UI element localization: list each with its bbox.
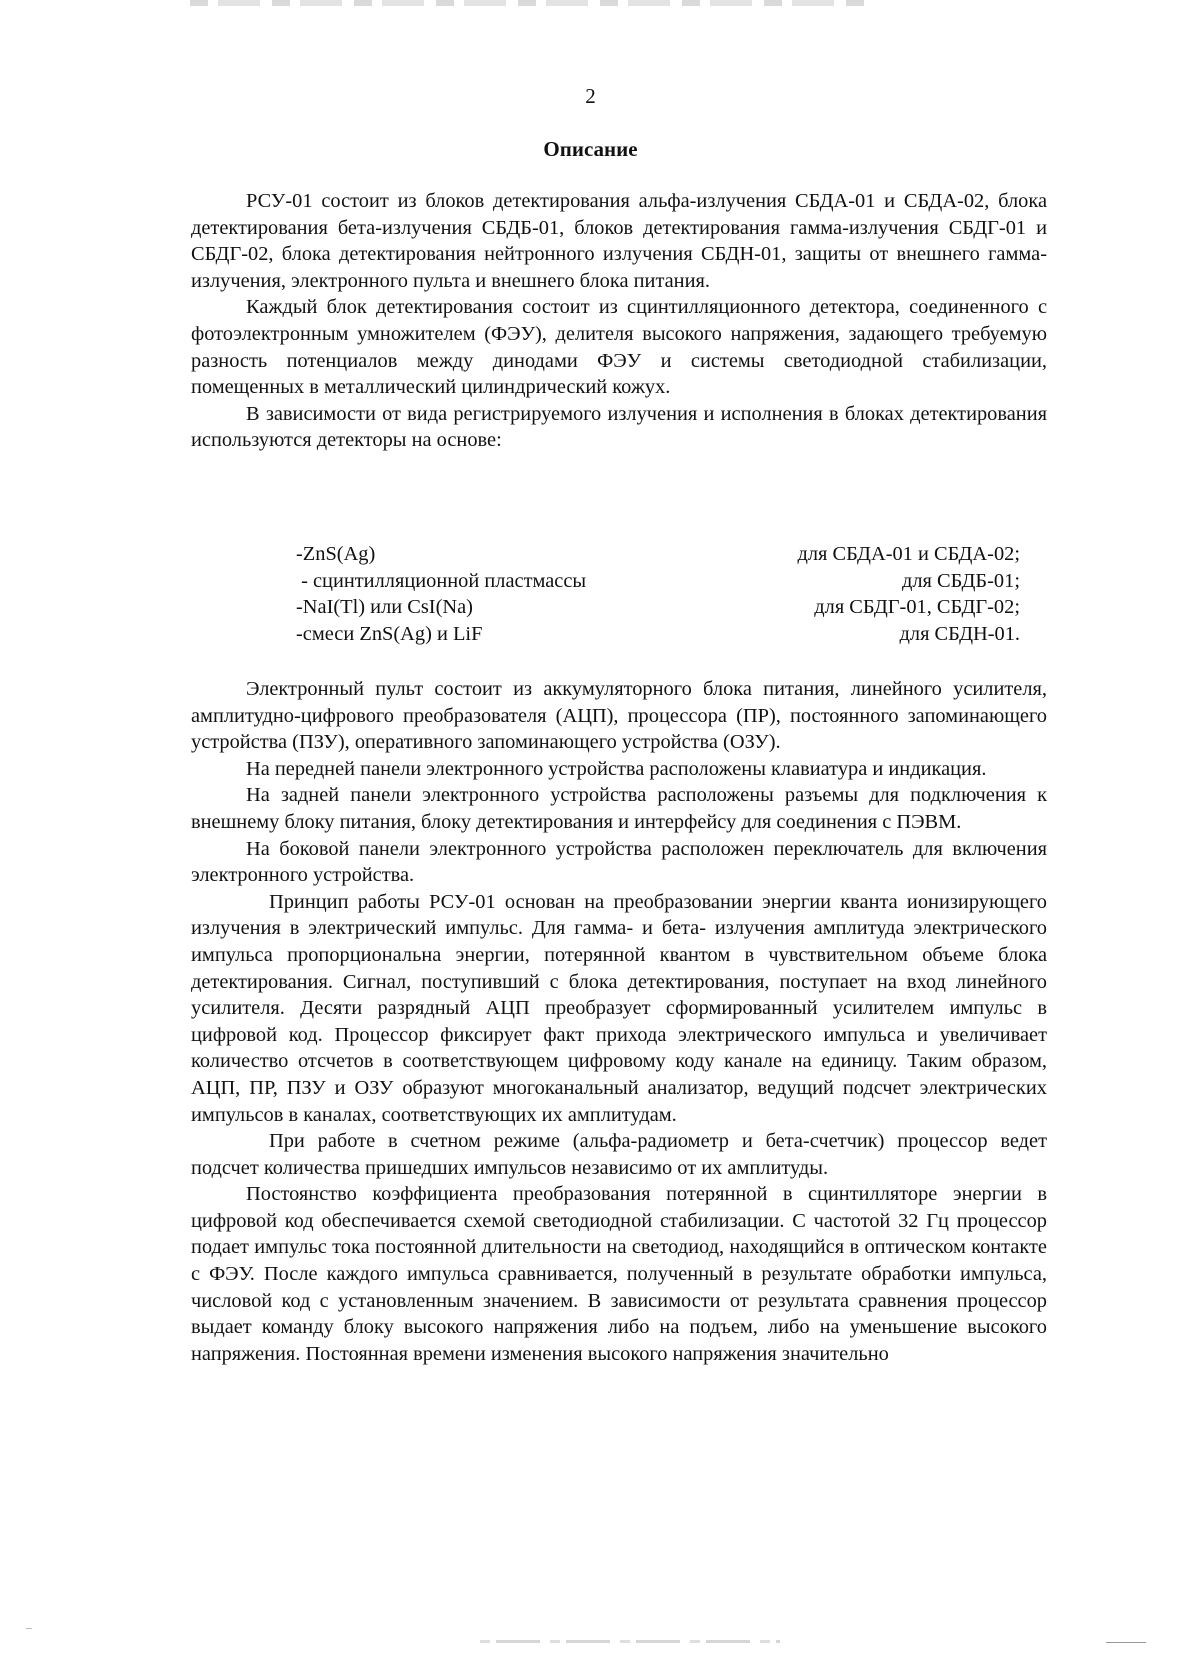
paragraph-operating-principle: Принцип работы РСУ-01 основан на преобразовании энергии кванта ионизирующего излучения в электрический импульс. Для гамма- и бета- излучения амплитуда электрического импульса пропорциональна энергии, потерянной квантом в чувствительном объеме блока детектирования. Сигнал, поступивший с блока детектирования, поступает на вход линейного усилителя. Десяти разрядный АЦП преобразует сформированный усилителем импульс в цифровой код. Процессор фиксирует факт прихода электрического импульса и увеличивает количество отсчетов в соответствующем цифровому коду канале на единицу. Таким образом, АЦП, ПР, ПЗУ и ОЗУ образуют многоканальный анализатор, ведущий подсчет электрических импульсов в каналах, соответствующих их амплитудам. <box>191 890 1047 1126</box>
detector-row <box>296 568 1020 595</box>
paragraph-front-panel: На передней панели электронного устройства расположены клавиатура и индикация. <box>246 757 987 780</box>
detector-row <box>296 594 1020 621</box>
paragraph-electronic-console: Электронный пульт состоит из аккумуляторного блока питания, линейного усилителя, амплитудно-цифрового преобразователя (АЦП), процессора (ПР), постоянного запоминающего устройства (ПЗУ), оперативного запоминающего устройства (ОЗУ). <box>191 678 1047 754</box>
detector-target: для СБДА-01 и СБДА-02; <box>797 543 1020 565</box>
scan-artifact-bottom <box>480 1640 780 1643</box>
scan-artifact-right <box>1106 1642 1146 1643</box>
detector-material: -NaI(Tl) или CsI(Na) <box>296 596 473 619</box>
detector-target: для СБДГ-01, СБДГ-02; <box>814 596 1020 619</box>
detector-material: - сцинтилляционной пластмассы <box>296 569 587 592</box>
detector-target: для СБДБ-01; <box>901 569 1020 592</box>
scan-artifact-left <box>26 1628 32 1629</box>
paragraph-rear-panel: На задней панели электронного устройства расположены разъемы для подключения к внешнему блоку питания, блоку детектирования и интерфейсу для соединения с ПЭВМ. <box>191 784 1047 833</box>
paragraph-detector-basis: В зависимости от вида регистрируемого излучения и исполнения в блоках детектирования используются детекторы на основе: <box>191 402 1047 452</box>
detector-target: для СБДН-01. <box>899 622 1020 645</box>
paragraph-stabilization: Постоянство коэффициента преобразования потерянной в сцинтилляторе энергии в цифровой код обеспечивается схемой светодиодной стабилизации. С частотой 32 Гц процессор подает импульс тока постоянной длительности на светодиод, находящийся в оптическом контакте с ФЭУ. После каждого импульса сравнивается, полученный в результате обработки импульса, числовой код с установленным значением. В зависимости от результата сравнения процессор выдает команду блоку высокого напряжения либо на подъем, либо на уменьшение высокого напряжения. Постоянная времени изменения высокого напряжения значительно <box>191 1183 1047 1365</box>
detector-material: -смеси ZnS(Ag) и LiF <box>296 622 483 645</box>
detector-row <box>296 621 1020 648</box>
page-number: 2 <box>585 84 596 108</box>
description-electronics <box>191 676 1047 1367</box>
scan-artifact-top <box>190 0 870 6</box>
paragraph-detection-unit: Каждый блок детектирования состоит из сцинтилляционного детектора, соединенного с фотоэлектронным умножителем (ФЭУ), делителя высокого напряжения, задающего требуемую разность потенциалов между динодами ФЭУ и системы светодиодной стабилизации, помещенных в металлический цилиндрический кожух. <box>191 296 1047 399</box>
detector-material: -ZnS(Ag) <box>296 543 376 565</box>
detector-row <box>296 541 1020 568</box>
paragraph-composition: РСУ-01 состоит из блоков детектирования альфа-излучения СБДА-01 и СБДА-02, блока детектирования бета-излучения СБДБ-01, блоков детектирования гамма-излучения СБДГ-01 и СБДГ-02, блока детектирования нейтронного излучения СБДН-01, защиты от внешнего гамма-излучения, электронного пульта и внешнего блока питания. <box>191 190 1047 292</box>
description-intro <box>191 188 1047 454</box>
paragraph-counting-mode: При работе в счетном режиме (альфа-радиометр и бета-счетчик) процессор ведет подсчет количества пришедших импульсов независимо от их амплитуды. <box>191 1130 1047 1179</box>
detector-list <box>296 541 1020 647</box>
paragraph-side-panel: На боковой панели электронного устройства расположен переключатель для включения электронного устройства. <box>191 837 1047 887</box>
page-title: Описание <box>543 137 638 161</box>
